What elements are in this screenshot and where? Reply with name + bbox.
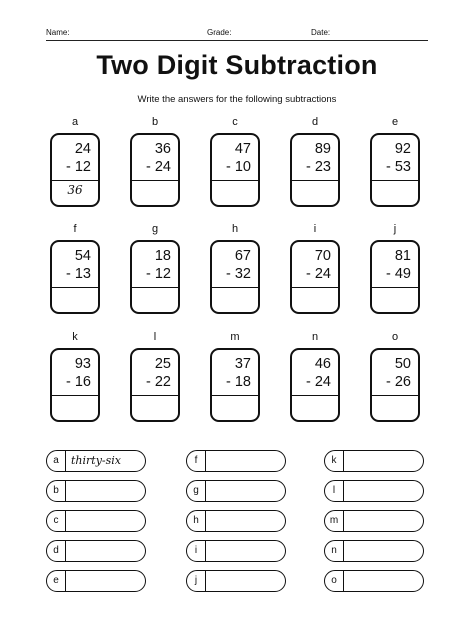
word-answer-letter: b xyxy=(47,481,66,501)
subtrahend: - 13 xyxy=(66,266,91,282)
answer-line xyxy=(52,287,98,288)
word-answer-letter: c xyxy=(47,511,66,531)
word-answer-letter: g xyxy=(187,481,206,501)
word-answer-h[interactable] xyxy=(186,510,286,532)
header-fields xyxy=(46,28,428,40)
problem-card xyxy=(210,240,260,314)
problem-b xyxy=(128,115,182,207)
word-answer-letter: f xyxy=(187,451,206,471)
answer-line xyxy=(132,287,178,288)
subtrahend: - 12 xyxy=(146,266,171,282)
word-answer-c[interactable] xyxy=(46,510,146,532)
word-answer-letter: h xyxy=(187,511,206,531)
problem-card xyxy=(50,240,100,314)
problem-n xyxy=(288,330,342,422)
word-answer-o[interactable] xyxy=(324,570,424,592)
answer-line xyxy=(52,395,98,396)
word-answer-b[interactable] xyxy=(46,480,146,502)
word-answer-e[interactable] xyxy=(46,570,146,592)
name-label: Name: xyxy=(46,28,70,37)
answer-line xyxy=(372,287,418,288)
header-divider xyxy=(46,40,428,41)
word-answer-letter: l xyxy=(325,481,344,501)
subtrahend: - 10 xyxy=(226,159,251,175)
answer-line xyxy=(292,287,338,288)
problem-card xyxy=(290,133,340,207)
word-answer-m[interactable] xyxy=(324,510,424,532)
subtrahend: - 18 xyxy=(226,374,251,390)
problem-l xyxy=(128,330,182,422)
answer-line xyxy=(52,180,98,181)
problem-card xyxy=(130,240,180,314)
word-answer-letter: m xyxy=(325,511,344,531)
word-answer-k[interactable] xyxy=(324,450,424,472)
problem-e xyxy=(368,115,422,207)
problem-j xyxy=(368,222,422,314)
subtrahend: - 24 xyxy=(306,374,331,390)
problem-card xyxy=(130,348,180,422)
word-answer-i[interactable] xyxy=(186,540,286,562)
minuend: 37 xyxy=(234,356,251,372)
minuend: 93 xyxy=(74,356,91,372)
minuend: 67 xyxy=(234,248,251,264)
word-answer-letter: d xyxy=(47,541,66,561)
answer-line xyxy=(212,287,258,288)
problem-letter: b xyxy=(151,116,159,128)
word-answer-letter: i xyxy=(187,541,206,561)
problem-g xyxy=(128,222,182,314)
subtrahend: - 53 xyxy=(386,159,411,175)
subtrahend: - 12 xyxy=(66,159,91,175)
problem-card xyxy=(50,133,100,207)
word-answer-text[interactable]: thirty-six xyxy=(71,454,121,467)
subtrahend: - 49 xyxy=(386,266,411,282)
page-title: Two Digit Subtraction xyxy=(96,50,378,80)
subtrahend: - 22 xyxy=(146,374,171,390)
minuend: 70 xyxy=(314,248,331,264)
grade-label: Grade: xyxy=(207,28,232,37)
date-label: Date: xyxy=(311,28,331,37)
problem-o xyxy=(368,330,422,422)
problem-letter: f xyxy=(73,223,77,235)
minuend: 81 xyxy=(394,248,411,264)
minuend: 89 xyxy=(314,141,331,157)
problem-c xyxy=(208,115,262,207)
answer-line xyxy=(372,180,418,181)
minuend: 92 xyxy=(394,141,411,157)
answer-line xyxy=(292,395,338,396)
minuend: 24 xyxy=(74,141,91,157)
minuend: 54 xyxy=(74,248,91,264)
subtrahend: - 16 xyxy=(66,374,91,390)
problem-f xyxy=(48,222,102,314)
problem-letter: e xyxy=(391,116,399,128)
problem-card xyxy=(210,133,260,207)
minuend: 18 xyxy=(154,248,171,264)
problem-letter: c xyxy=(232,116,238,128)
instructions: Write the answers for the following subtractions xyxy=(137,94,337,105)
word-answer-n[interactable] xyxy=(324,540,424,562)
problem-letter: o xyxy=(391,331,399,343)
problem-i xyxy=(288,222,342,314)
answer-line xyxy=(132,180,178,181)
problem-card xyxy=(290,240,340,314)
subtrahend: - 26 xyxy=(386,374,411,390)
problem-letter: l xyxy=(153,331,157,343)
word-answer-d[interactable] xyxy=(46,540,146,562)
problem-letter: j xyxy=(393,223,397,235)
problem-letter: a xyxy=(71,116,79,128)
word-answer-l[interactable] xyxy=(324,480,424,502)
subtrahend: - 32 xyxy=(226,266,251,282)
answer-field[interactable]: 36 xyxy=(67,183,83,197)
problem-card xyxy=(50,348,100,422)
answer-line xyxy=(132,395,178,396)
word-answer-a[interactable] xyxy=(46,450,146,472)
word-answer-j[interactable] xyxy=(186,570,286,592)
problem-a xyxy=(48,115,102,207)
problem-letter: h xyxy=(231,223,239,235)
word-answer-letter: j xyxy=(187,571,206,591)
word-answer-letter: e xyxy=(47,571,66,591)
answer-line xyxy=(212,395,258,396)
problem-letter: n xyxy=(311,331,319,343)
subtrahend: - 24 xyxy=(146,159,171,175)
word-answer-letter: o xyxy=(325,571,344,591)
problem-h xyxy=(208,222,262,314)
problem-card xyxy=(370,133,420,207)
minuend: 25 xyxy=(154,356,171,372)
problem-letter: k xyxy=(72,331,78,343)
subtrahend: - 24 xyxy=(306,266,331,282)
word-answer-letter: a xyxy=(47,451,66,471)
problem-card xyxy=(370,348,420,422)
problem-letter: i xyxy=(313,223,317,235)
word-answer-letter: n xyxy=(325,541,344,561)
word-answer-g[interactable] xyxy=(186,480,286,502)
problem-m xyxy=(208,330,262,422)
problem-card xyxy=(210,348,260,422)
problem-card xyxy=(130,133,180,207)
problem-k xyxy=(48,330,102,422)
minuend: 46 xyxy=(314,356,331,372)
subtrahend: - 23 xyxy=(306,159,331,175)
word-answer-letter: k xyxy=(325,451,344,471)
answer-line xyxy=(372,395,418,396)
answer-line xyxy=(212,180,258,181)
problem-letter: m xyxy=(230,331,240,343)
answer-line xyxy=(292,180,338,181)
minuend: 36 xyxy=(154,141,171,157)
problem-letter: d xyxy=(311,116,319,128)
problem-card xyxy=(290,348,340,422)
word-answer-f[interactable] xyxy=(186,450,286,472)
problem-d xyxy=(288,115,342,207)
minuend: 47 xyxy=(234,141,251,157)
problem-letter: g xyxy=(151,223,159,235)
minuend: 50 xyxy=(394,356,411,372)
problem-card xyxy=(370,240,420,314)
